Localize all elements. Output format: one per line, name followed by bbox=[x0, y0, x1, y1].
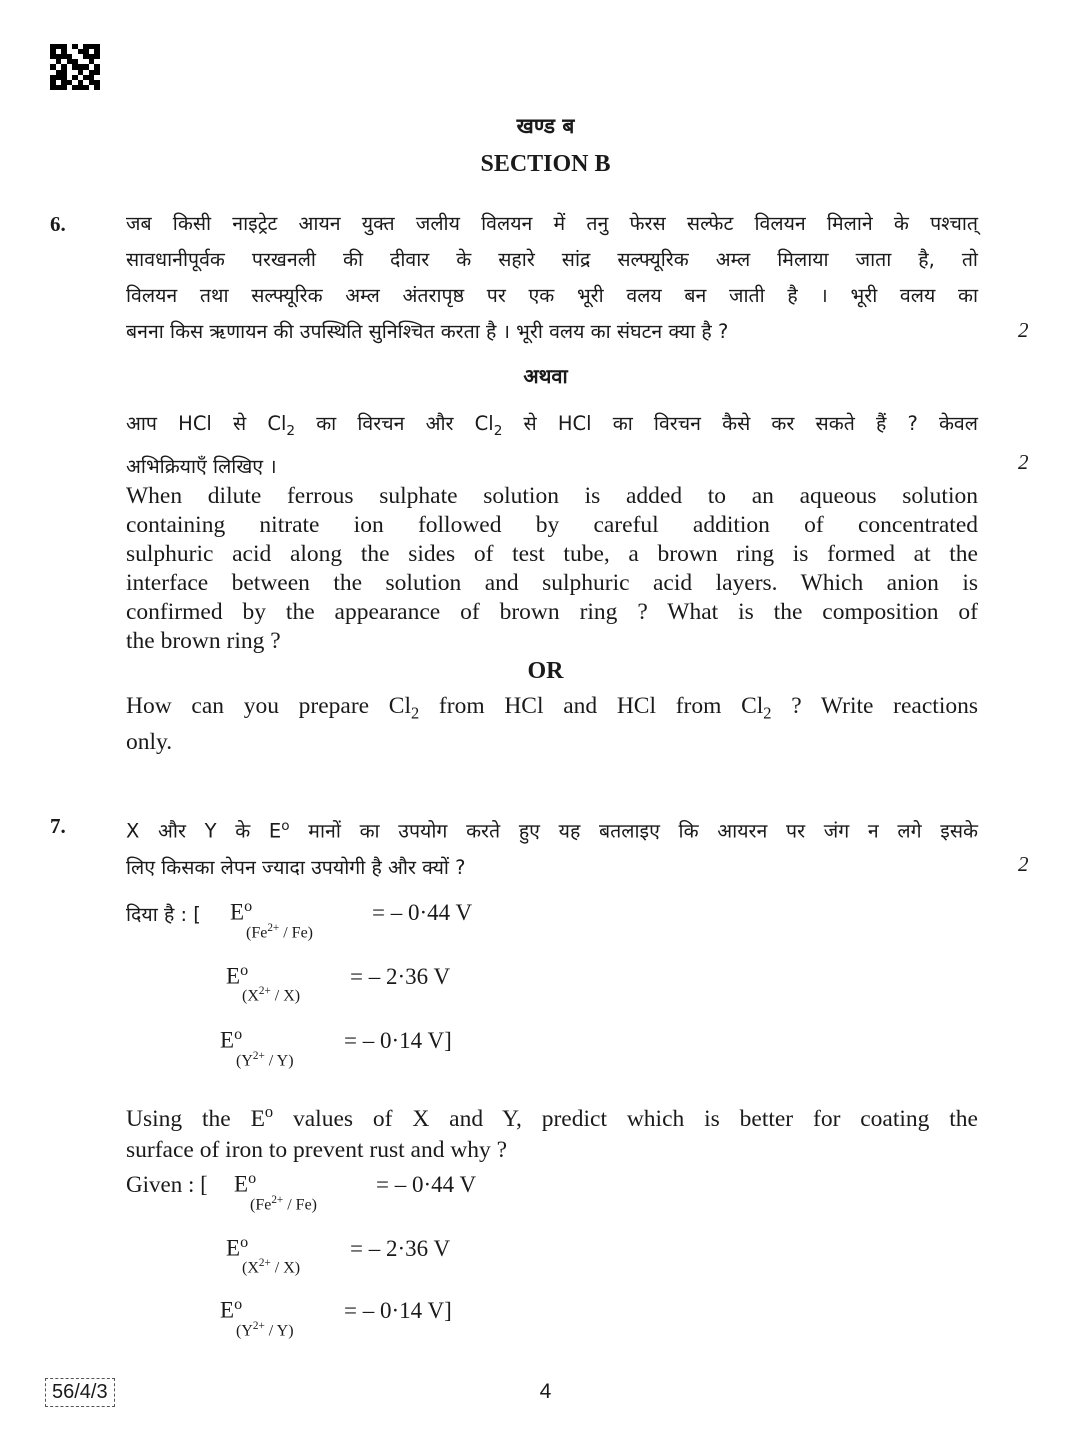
section-heading-english: SECTION B bbox=[480, 151, 611, 177]
or-hindi-line-2: अभिक्रियाएँ लिखिए । bbox=[126, 454, 277, 478]
superscript: o bbox=[234, 1026, 243, 1043]
superscript: o bbox=[240, 1234, 249, 1251]
superscript: o bbox=[244, 898, 253, 915]
or-english-text-a: How can you prepare Cl bbox=[126, 693, 412, 719]
e-symbol: E bbox=[220, 1297, 235, 1323]
given-label-english: Given : [ bbox=[126, 1172, 208, 1197]
q7-hindi-text-a: X और Y के E bbox=[126, 819, 282, 843]
sub-text: / X) bbox=[270, 987, 301, 1005]
x-value: = – 2·36 V bbox=[350, 964, 451, 989]
q6-english-line: interface between the solution and sulphuric acid layers. Which anion is bbox=[126, 570, 978, 596]
sub-text: / Y) bbox=[264, 1322, 294, 1340]
superscript: o bbox=[240, 962, 249, 979]
or-question-english bbox=[126, 692, 978, 757]
given-label-hindi: दिया है : [ bbox=[126, 903, 201, 926]
sub-text: (Y bbox=[236, 1322, 253, 1340]
q6-hindi-line: बनना किस ऋणायन की उपस्थिति सुनिश्चित करता है । भूरी वलय का संघटन क्या है ? bbox=[126, 320, 729, 343]
subscript: 2 bbox=[411, 703, 420, 723]
superscript: 2+ bbox=[252, 1050, 265, 1062]
q6-hindi-line: सावधानीपूर्वक परखनली की दीवार के सहारे सांद्र सल्फ्यूरिक अम्ल मिलाया जाता है, तो bbox=[126, 248, 978, 271]
page-number: 4 bbox=[539, 1380, 552, 1403]
e-symbol: E bbox=[234, 1171, 249, 1197]
sub-text: / Fe) bbox=[279, 924, 314, 942]
section-heading-hindi: खण्ड ब bbox=[516, 114, 575, 138]
y-subscript-en bbox=[236, 1320, 294, 1340]
qr-code bbox=[50, 44, 100, 90]
sub-text: (Fe bbox=[246, 924, 268, 942]
sub-text: (X bbox=[242, 987, 259, 1005]
q6-english-line: the brown ring ? bbox=[126, 628, 281, 654]
paper-code: 56/4/3 bbox=[45, 1378, 115, 1407]
superscript: 2+ bbox=[267, 922, 280, 934]
or-question-hindi bbox=[126, 406, 978, 485]
superscript: o bbox=[248, 1170, 257, 1187]
question-6-marks: 2 bbox=[1018, 318, 1029, 342]
superscript: 2+ bbox=[258, 985, 271, 997]
sub-text: / Fe) bbox=[283, 1196, 318, 1214]
or-english-text-c: ? Write reactions bbox=[771, 693, 979, 719]
q6-english-line: confirmed by the appearance of brown ring ? What is the composition of bbox=[126, 599, 978, 625]
subscript: 2 bbox=[763, 703, 772, 723]
y-value-en: = – 0·14 V] bbox=[344, 1298, 452, 1323]
or-hindi-text-a: आप HCl से Cl bbox=[126, 412, 287, 435]
or-english-line-2: only. bbox=[126, 728, 173, 755]
e-symbol: E bbox=[226, 1235, 241, 1261]
sub-text: (Y bbox=[236, 1052, 253, 1070]
or-question-marks: 2 bbox=[1018, 450, 1029, 474]
q6-english-line: When dilute ferrous sulphate solution is added to an aqueous solution bbox=[126, 483, 978, 509]
q7-english-text-b: values of X and Y, predict which is better for coating the bbox=[273, 1105, 978, 1132]
q7-hindi-text-b: मानों का उपयोग करते हुए यह बतलाइए कि आयरन पर जंग न लगे इसके bbox=[289, 819, 978, 843]
or-english-text-b: from HCl and HCl from Cl bbox=[419, 693, 764, 719]
or-heading-hindi: अथवा bbox=[523, 364, 568, 388]
q6-hindi-line: विलयन तथा सल्फ्यूरिक अम्ल अंतरापृष्ठ पर एक भूरी वलय बन जाती है । भूरी वलय का bbox=[126, 284, 978, 307]
q6-english-line: containing nitrate ion followed by careful addition of concentrated bbox=[126, 512, 978, 538]
e-symbol: E bbox=[226, 963, 241, 989]
x-subscript-en bbox=[242, 1257, 300, 1277]
y-value: = – 0·14 V] bbox=[344, 1028, 452, 1053]
subscript: 2 bbox=[493, 422, 503, 439]
or-hindi-text-b: का विरचन और Cl bbox=[295, 412, 494, 435]
e-symbol: E bbox=[230, 899, 245, 925]
superscript: o bbox=[234, 1296, 243, 1313]
superscript: o bbox=[281, 818, 290, 834]
sub-text: (X bbox=[242, 1259, 259, 1277]
question-7-number: 7. bbox=[50, 814, 66, 838]
fe-value-en: = – 0·44 V bbox=[376, 1172, 477, 1197]
q6-hindi-line: जब किसी नाइट्रेट आयन युक्त जलीय विलयन में तनु फेरस सल्फेट विलयन मिलाने के पश्चात् bbox=[126, 212, 978, 235]
x-value-en: = – 2·36 V bbox=[350, 1236, 451, 1261]
question-7-marks: 2 bbox=[1018, 852, 1029, 876]
q7-hindi-line-2: लिए किसका लेपन ज्यादा उपयोगी है और क्यों ? bbox=[126, 855, 466, 879]
fe-subscript bbox=[246, 922, 313, 942]
q6-english-line: sulphuric acid along the sides of test tube, a brown ring is formed at the bbox=[126, 541, 978, 567]
q7-english-text-a: Using the E bbox=[126, 1105, 265, 1132]
question-6-number: 6. bbox=[50, 212, 66, 236]
e-symbol: E bbox=[220, 1027, 235, 1053]
or-hindi-text-c: से HCl का विरचन कैसे कर सकते हैं ? केवल bbox=[502, 412, 978, 435]
sub-text: (Fe bbox=[250, 1196, 272, 1214]
sub-text: / Y) bbox=[264, 1052, 294, 1070]
x-subscript bbox=[242, 985, 300, 1005]
superscript: o bbox=[264, 1102, 274, 1121]
superscript: 2+ bbox=[271, 1194, 284, 1206]
sub-text: / X) bbox=[270, 1259, 301, 1277]
question-7-hindi-text bbox=[126, 808, 978, 886]
fe-subscript-en bbox=[250, 1194, 317, 1214]
y-subscript bbox=[236, 1050, 294, 1070]
question-7-english-text bbox=[126, 1096, 978, 1166]
question-6-hindi-text bbox=[126, 206, 978, 350]
fe-value: = – 0·44 V bbox=[372, 900, 473, 925]
superscript: 2+ bbox=[252, 1320, 265, 1332]
superscript: 2+ bbox=[258, 1257, 271, 1269]
question-6-english-text bbox=[126, 482, 978, 656]
q7-english-line-2: surface of iron to prevent rust and why ? bbox=[126, 1136, 508, 1163]
or-heading-english: OR bbox=[527, 658, 564, 684]
subscript: 2 bbox=[286, 422, 296, 439]
